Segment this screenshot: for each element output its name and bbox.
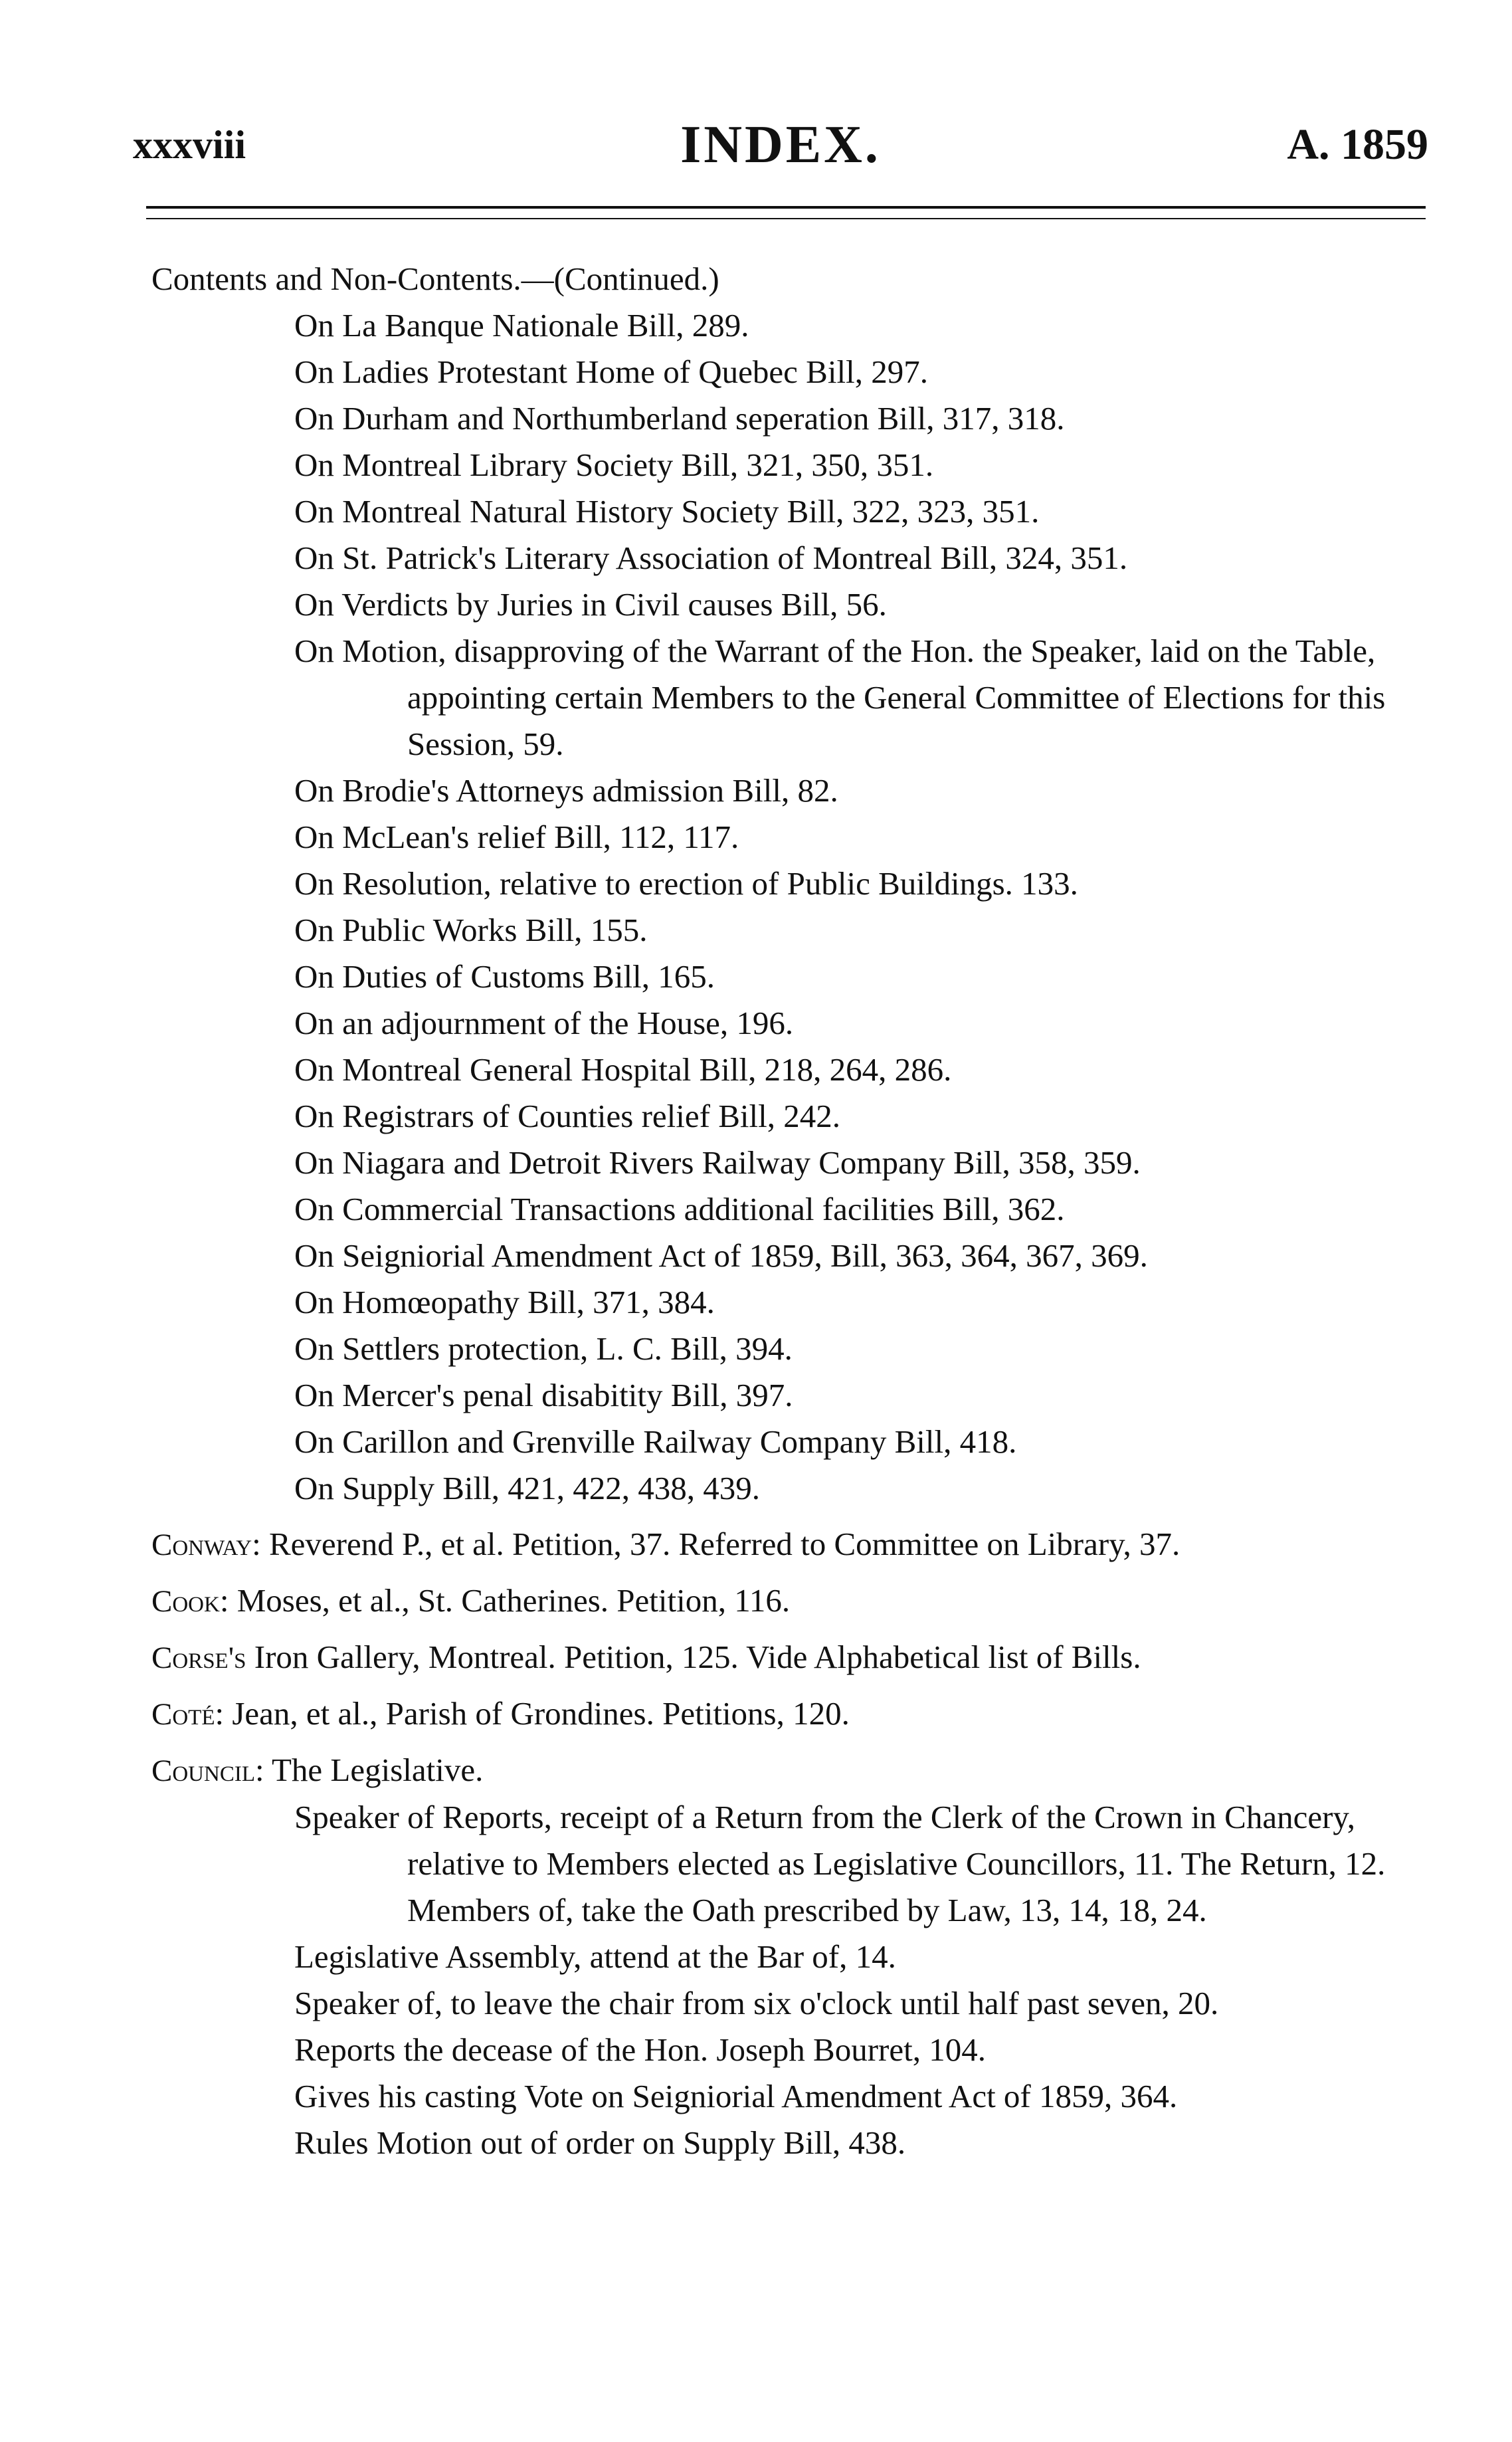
- index-subentry: Speaker of Reports, receipt of a Return from the Clerk of the Crown in Chancery, relative to Members elected as Legislative Councillors, 11. The Return, 12. Members of, take the Oath prescribed by Law, 13, 14, 18, 24.: [294, 1799, 1386, 1928]
- index-subentry: On Resolution, relative to erection of Public Buildings. 133.: [294, 865, 1078, 902]
- index-entry-council: [151, 1747, 1434, 1794]
- entry-text: : Reverend P., et al. Petition, 37. Referred to Committee on Library, 37.: [252, 1526, 1181, 1562]
- index-entry-cook: [151, 1577, 1434, 1625]
- index-subentry: Rules Motion out of order on Supply Bill, 438.: [294, 2124, 906, 2161]
- page-year: A. 1859: [1287, 120, 1428, 169]
- page-title: INDEX.: [680, 116, 881, 174]
- index-subentry: On an adjournment of the House, 196.: [294, 1005, 794, 1041]
- page-header: [133, 112, 1428, 185]
- index-heading-continued: Contents and Non-Contents.—(Continued.): [151, 260, 719, 297]
- entry-heading: Coté: [151, 1697, 215, 1732]
- index-subentry: On Settlers protection, L. C. Bill, 394.: [294, 1330, 793, 1367]
- index-subentry: On Motion, disapproving of the Warrant of the Hon. the Speaker, laid on the Table, appointing certain Members to the General Committee of Elections for this Session, 59.: [294, 633, 1386, 762]
- index-body: [151, 256, 1434, 2166]
- index-subentry: On La Banque Nationale Bill, 289.: [294, 307, 749, 344]
- index-entry-corse: [151, 1634, 1434, 1681]
- index-subentry: On Montreal Library Society Bill, 321, 350, 351.: [294, 447, 934, 483]
- entry-text: : Moses, et al., St. Catherines. Petition, 116.: [219, 1582, 791, 1619]
- entry-heading: Corse's: [151, 1641, 246, 1675]
- index-subentry: On Montreal General Hospital Bill, 218, 264, 286.: [294, 1051, 952, 1088]
- entry-heading: Council: [151, 1754, 256, 1788]
- index-subentry: On Verdicts by Juries in Civil causes Bill, 56.: [294, 586, 887, 623]
- index-subentry: On Duties of Customs Bill, 165.: [294, 958, 715, 995]
- index-subentry: On Seigniorial Amendment Act of 1859, Bill, 363, 364, 367, 369.: [294, 1237, 1148, 1274]
- index-subentry: On Commercial Transactions additional facilities Bill, 362.: [294, 1191, 1065, 1227]
- index-subentry: On McLean's relief Bill, 112, 117.: [294, 819, 739, 855]
- index-subentry: On Public Works Bill, 155.: [294, 912, 648, 948]
- index-subentry: Speaker of, to leave the chair from six o'clock until half past seven, 20.: [294, 1985, 1219, 2021]
- header-rule-thin: [146, 218, 1426, 219]
- entry-heading: Conway: [151, 1528, 252, 1562]
- entry-text: : Jean, et al., Parish of Grondines. Petitions, 120.: [215, 1695, 850, 1732]
- index-subentry: Gives his casting Vote on Seigniorial Amendment Act of 1859, 364.: [294, 2078, 1178, 2114]
- index-subentry: Reports the decease of the Hon. Joseph Bourret, 104.: [294, 2031, 986, 2068]
- index-subentry: On Homœopathy Bill, 371, 384.: [294, 1284, 715, 1320]
- index-subentry: On St. Patrick's Literary Association of Montreal Bill, 324, 351.: [294, 540, 1128, 576]
- index-subentry: On Supply Bill, 421, 422, 438, 439.: [294, 1470, 761, 1506]
- index-subentry: On Registrars of Counties relief Bill, 242.: [294, 1098, 840, 1134]
- entry-text: Iron Gallery, Montreal. Petition, 125. Vide Alphabetical list of Bills.: [246, 1639, 1141, 1675]
- index-entry-conway: [151, 1521, 1434, 1568]
- entry-heading: Cook: [151, 1584, 220, 1619]
- entry-text: : The Legislative.: [255, 1752, 484, 1788]
- index-subentry: On Brodie's Attorneys admission Bill, 82.: [294, 772, 838, 809]
- index-subentry: On Carillon and Grenville Railway Company Bill, 418.: [294, 1423, 1017, 1460]
- index-subentry: Legislative Assembly, attend at the Bar of, 14.: [294, 1938, 896, 1975]
- page-number: xxxviii: [133, 123, 246, 167]
- index-subentry: On Durham and Northumberland seperation Bill, 317, 318.: [294, 400, 1065, 437]
- header-rule-thick: [146, 206, 1426, 209]
- index-subentry: On Ladies Protestant Home of Quebec Bill, 297.: [294, 354, 928, 390]
- index-entry-cote: [151, 1690, 1434, 1738]
- index-subentry: On Montreal Natural History Society Bill, 322, 323, 351.: [294, 493, 1040, 530]
- index-subentry: On Mercer's penal disabitity Bill, 397.: [294, 1377, 793, 1413]
- index-subentry: On Niagara and Detroit Rivers Railway Company Bill, 358, 359.: [294, 1144, 1141, 1181]
